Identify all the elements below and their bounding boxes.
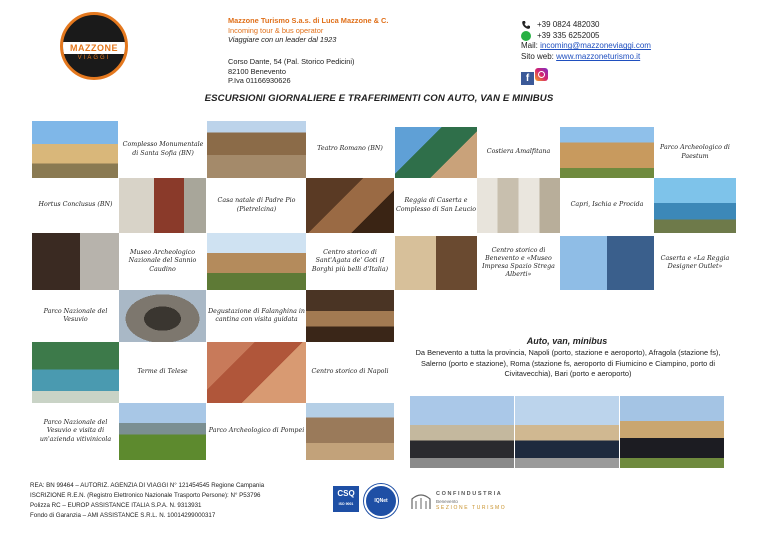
web-row — [521, 52, 651, 63]
footer-line-rea: REA: BN 99464 – AUTORIZ. AGENZIA DI VIAGGI N° 121454545 Regione Campania — [30, 482, 265, 489]
photo-santa-sofia — [32, 121, 118, 178]
caption-costiera-amalfitana: Costiera Amalfitana — [486, 148, 551, 156]
address-line-1: Corso Dante, 54 (Pal. Storico Pedicini) — [228, 57, 355, 66]
caption-pompei: Parco Archeologico di Pompei — [208, 427, 305, 435]
caption-capri: Capri, Ischia e Procida — [570, 201, 644, 209]
photo-van-paestum — [620, 396, 724, 468]
company-info — [228, 16, 388, 45]
transfers-description: Da Benevento a tutta la provincia, Napoli (porto, stazione e aeroporto), Afragola (stazione fs), Salerno (porto e stazione), Roma (stazione fs, aeroporto di Fiumicino e Ciampino, porto di Civitavecchia), Bari (porto e aeroporto) — [415, 348, 721, 378]
caption-vesuvio-vino: Parco Nazionale del Vesuvio e visita di un'azienda vitivinicola — [39, 419, 112, 443]
legal-footer — [30, 481, 264, 521]
confindustria-emblem-icon — [410, 491, 432, 511]
web-label: Sito web: — [521, 51, 554, 61]
phone-icon — [521, 20, 531, 30]
logo-text: MAZZONE — [70, 43, 118, 53]
caption-paestum: Parco Archeologico di Paestum — [660, 144, 730, 160]
company-address — [228, 57, 355, 86]
whatsapp-number[interactable]: +39 335 6252005 — [537, 30, 600, 40]
photo-padre-pio — [306, 178, 394, 233]
caption-santa-sofia: Complesso Monumentale di Santa Sofia (BN) — [122, 141, 204, 157]
photo-van-benevento — [515, 396, 619, 468]
company-tagline: Incoming tour & bus operator — [228, 25, 324, 35]
photo-sant-agata — [207, 233, 306, 290]
photo-capri — [654, 178, 736, 233]
csq-certification-badge — [333, 486, 359, 512]
photo-napoli — [207, 342, 306, 403]
photo-pompei — [306, 403, 394, 460]
web-link[interactable]: www.mazzoneturismo.it — [556, 51, 641, 61]
confindustria-section: SEZIONE TURISMO — [436, 505, 507, 511]
caption-museo-caudino: Museo Archeologico Nazionale del Sannio Caudino — [128, 249, 197, 273]
photo-teatro-romano — [207, 121, 306, 178]
photo-terme-telese — [32, 342, 119, 403]
instagram-icon[interactable] — [535, 68, 548, 81]
company-name: Mazzone Turismo S.a.s. di Luca Mazzone & C. — [228, 16, 389, 25]
photo-benevento-strega — [395, 236, 477, 290]
caption-sant-agata: Centro storico di Sant'Agata de' Goti (I Borghi più belli d'Italia) — [311, 249, 389, 273]
logo-subtext: VIAGGI — [77, 55, 111, 61]
caption-caserta-outlet: Caserta e «La Reggia Designer Outlet» — [660, 254, 730, 270]
csq-subtext: ISO 9001 — [338, 502, 354, 506]
footer-line-fondo: Fondo di Garanzia – AMI ASSISTANCE S.R.L. N. 10014299000317 — [30, 511, 216, 519]
company-slogan: Viaggiare con un leader dal 1923 — [228, 35, 337, 45]
caption-reggia-caserta: Reggia di Caserta e Complesso di San Leucio — [395, 197, 477, 213]
confindustria-city: Benevento — [436, 499, 458, 504]
vat-number: P.Iva 01166930626 — [228, 76, 291, 86]
facebook-icon[interactable]: f — [521, 72, 534, 85]
address-line-2: 82100 Benevento — [228, 66, 286, 76]
photo-hortus-conclusus — [119, 178, 206, 233]
photo-paestum — [560, 127, 654, 178]
confindustria-name: CONFINDUSTRIA — [436, 491, 503, 497]
phone-number[interactable]: +39 0824 482030 — [537, 20, 600, 30]
mail-row — [521, 41, 651, 52]
caption-teatro-romano: Teatro Romano (BN) — [317, 145, 383, 153]
page-title: ESCURSIONI GIORNALIERE E TRAFERIMENTI CON AUTO, VAN E MINIBUS — [204, 93, 554, 104]
iqnet-text: IQNet — [374, 498, 388, 504]
caption-padre-pio: Casa natale di Padre Pio (Pietrelcina) — [217, 197, 296, 213]
footer-line-polizza: Polizza RC – EUROP ASSISTANCE ITALIA S.P.A. N. 9313931 — [30, 501, 202, 509]
photo-car-benevento — [410, 396, 514, 468]
photo-vesuvio-vino — [119, 403, 206, 460]
iqnet-certification-badge — [364, 484, 398, 518]
whatsapp-icon — [521, 31, 531, 41]
caption-terme-telese: Terme di Telese — [137, 368, 188, 376]
photo-vesuvio — [119, 290, 206, 342]
caption-benevento-strega: Centro storico di Benevento e «Museo Impresa Spazio Strega Alberti» — [482, 246, 555, 279]
mail-label: Mail: — [521, 41, 538, 51]
caption-falanghina: Degustazione di Falanghina in cantina con visita guidata — [208, 307, 305, 323]
caption-napoli: Centro storico di Napoli — [311, 368, 389, 376]
whatsapp-row — [521, 31, 651, 42]
transfers-title: Auto, van, minibus — [526, 336, 608, 346]
photo-reggia-caserta — [477, 178, 560, 233]
caption-vesuvio: Parco Nazionale del Vesuvio — [43, 307, 108, 323]
photo-costiera-amalfitana — [395, 127, 477, 178]
caption-hortus-conclusus: Hortus Conclusus (BN) — [38, 201, 113, 209]
photo-caserta-outlet — [560, 236, 654, 290]
social-links — [521, 68, 548, 86]
phone-row — [521, 20, 651, 31]
contacts — [521, 20, 651, 62]
company-logo — [60, 12, 128, 80]
photo-museo-caudino — [32, 233, 119, 290]
mail-link[interactable]: incoming@mazzoneviaggi.com — [540, 41, 651, 51]
photo-falanghina — [306, 290, 394, 342]
footer-line-ren: ISCRIZIONE R.E.N. (Registro Elettronico Nazionale Trasporto Persone): N° P53796 — [30, 491, 261, 499]
csq-text: CSQ — [337, 489, 355, 498]
